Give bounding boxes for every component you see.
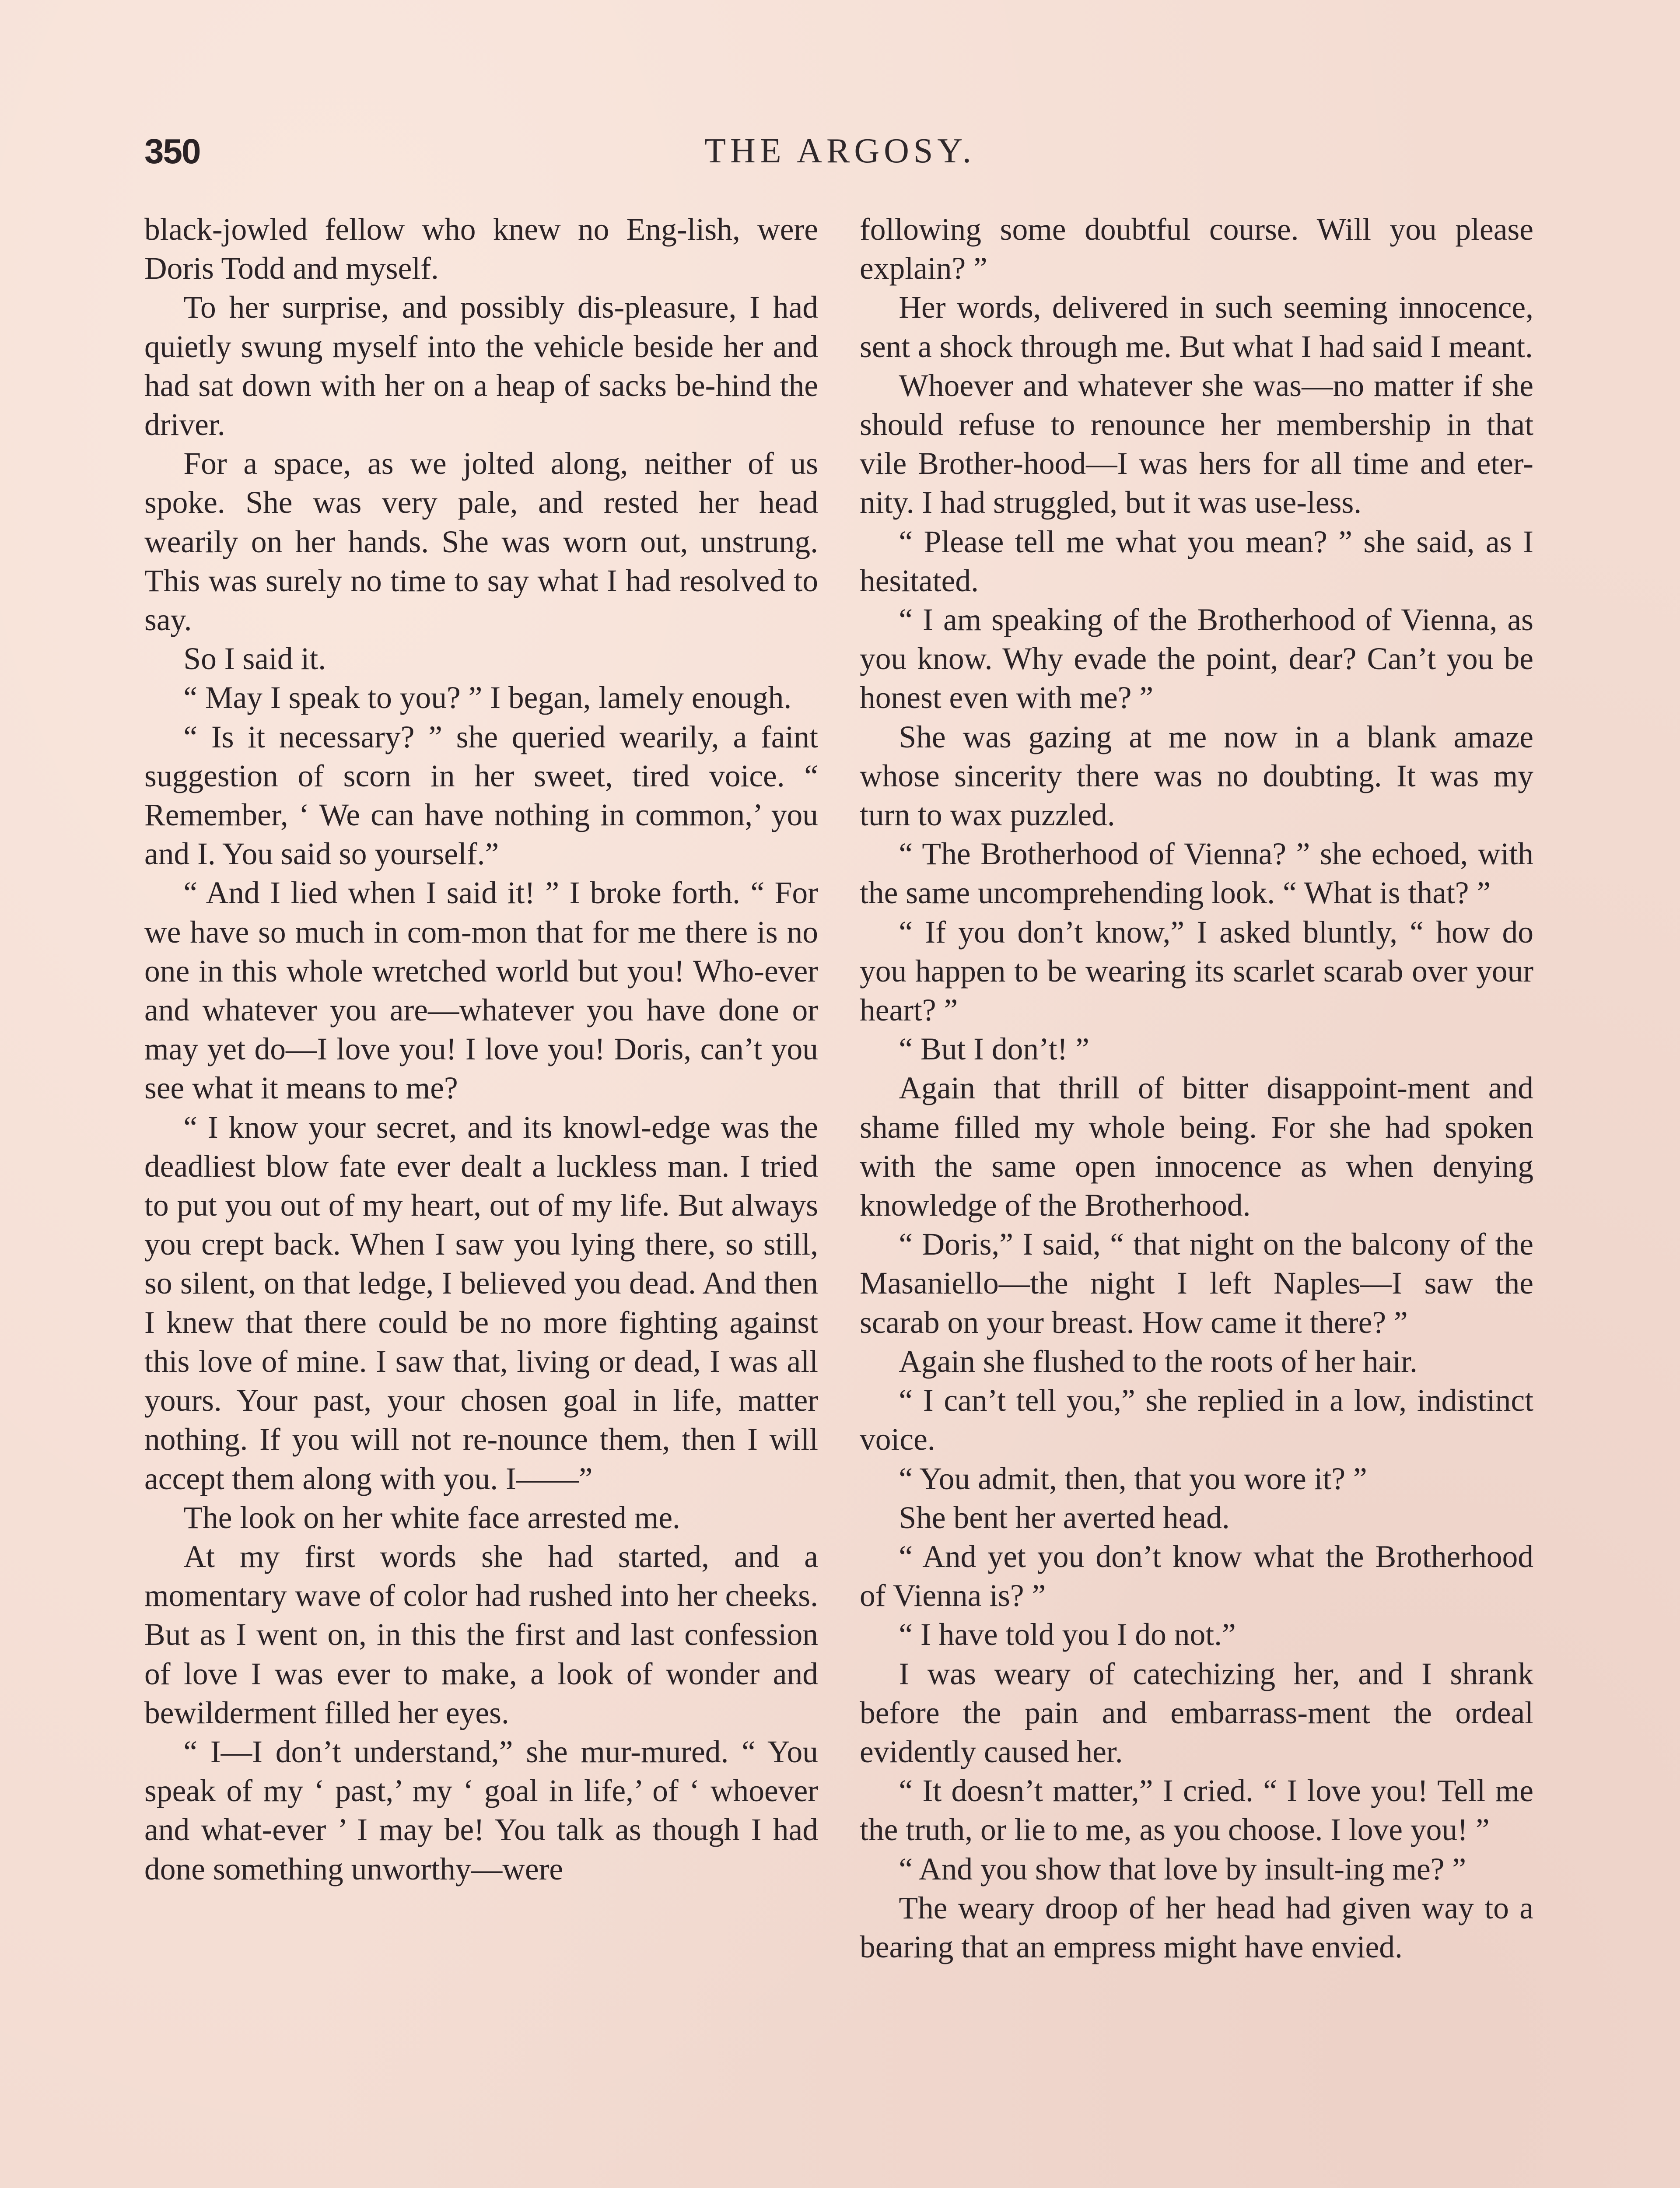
paragraph: “ I can’t tell you,” she replied in a low, indistinct voice.	[860, 1383, 1533, 1457]
paragraph: “ May I speak to you? ” I began, lamely enough.	[183, 680, 792, 715]
paragraph: “ You admit, then, that you wore it? ”	[899, 1461, 1367, 1496]
paragraph: Again she flushed to the roots of her hair.	[899, 1344, 1418, 1379]
paragraph: “ But I don’t! ”	[899, 1032, 1089, 1067]
paragraph: At my first words she had started, and a momentary wave of color had rushed into her cheeks. But as I went on, in this the first and last confession of love I was ever to make, a look of wonder and bewilderment filled her eyes.	[144, 1539, 818, 1730]
paragraph: “ Please tell me what you mean? ” she said, as I hesitated.	[860, 524, 1533, 598]
page-number: 350	[144, 132, 200, 171]
paragraph: “ I know your secret, and its knowl-edge was the deadliest blow fate ever dealt a luckless man. I tried to put you out of my heart, out of my life. But always you crept back. When I saw you lying there, so still, so silent, on that ledge, I believed you dead. And then I knew that there could be no more fighting against this love of mine. I saw that, living or dead, I was all yours. Your past, your chosen goal in life, matter nothing. If you will not re-nounce them, then I will accept them along with you. I——”	[144, 1110, 818, 1496]
paragraph: following some doubtful course. Will you please explain? ”	[860, 212, 1533, 286]
running-head-title: THE ARGOSY.	[704, 132, 976, 170]
right-text-column	[860, 210, 1533, 1967]
paragraph: Her words, delivered in such seeming innocence, sent a shock through me. But what I had said I meant.	[860, 290, 1533, 364]
left-text-column	[144, 210, 818, 1889]
paragraph: “ Doris,” I said, “ that night on the balcony of the Masaniello—the night I left Naples—I saw the scarab on your breast. How came it there? ”	[860, 1227, 1533, 1340]
paragraph: “ And yet you don’t know what the Brotherhood of Vienna is? ”	[860, 1539, 1533, 1613]
paragraph: To her surprise, and possibly dis-pleasure, I had quietly swung myself into the vehicle beside her and had sat down with her on a heap of sacks be-hind the driver.	[144, 290, 818, 442]
paragraph: “ I am speaking of the Brotherhood of Vienna, as you know. Why evade the point, dear? Can’t you be honest even with me? ”	[860, 603, 1533, 715]
paragraph: “ And you show that love by insult-ing me? ”	[899, 1851, 1466, 1886]
paragraph: “ I have told you I do not.”	[899, 1617, 1236, 1652]
paragraph: The look on her white face arrested me.	[183, 1500, 680, 1535]
paragraph: “ And I lied when I said it! ” I broke forth. “ For we have so much in com-mon that for me there is no one in this whole wretched world but you! Who-ever and whatever you are—whatever you have done or may yet do—I love you! I love you! Doris, can’t you see what it means to me?	[144, 876, 818, 1106]
paragraph: “ I—I don’t understand,” she mur-mured. “ You speak of my ‘ past,’ my ‘ goal in life,’ of ‘ whoever and what-ever ’ I may be! You talk as though I had done something unworthy—were	[144, 1734, 818, 1886]
paragraph: “ Is it necessary? ” she queried wearily, a faint suggestion of scorn in her sweet, tired voice. “ Remember, ‘ We can have nothing in common,’ you and I. You said so yourself.”	[144, 719, 818, 872]
paragraph: For a space, as we jolted along, neither of us spoke. She was very pale, and rested her head wearily on her hands. She was worn out, unstrung. This was surely no time to say what I had resolved to say.	[144, 446, 818, 638]
paragraph: “ It doesn’t matter,” I cried. “ I love you! Tell me the truth, or lie to me, as you choose. I love you! ”	[860, 1774, 1533, 1848]
paragraph: The weary droop of her head had given way to a bearing that an empress might have envied.	[860, 1890, 1533, 1964]
paragraph: Whoever and whatever she was—no matter if she should refuse to renounce her membership in that vile Brother-hood—I was hers for all time and eter-nity. I had struggled, but it was use-less.	[860, 368, 1533, 520]
paragraph: I was weary of catechizing her, and I shrank before the pain and embarrass-ment the ordeal evidently caused her.	[860, 1656, 1533, 1769]
paragraph: She bent her averted head.	[899, 1500, 1230, 1535]
paragraph: “ The Brotherhood of Vienna? ” she echoed, with the same uncomprehending look. “ What is that? ”	[860, 837, 1533, 911]
paragraph: So I said it.	[183, 642, 326, 677]
paragraph: She was gazing at me now in a blank amaze whose sincerity there was no doubting. It was my turn to wax puzzled.	[860, 719, 1533, 833]
paragraph: Again that thrill of bitter disappoint-ment and shame filled my whole being. For she had spoken with the same open innocence as when denying knowledge of the Brotherhood.	[860, 1071, 1533, 1223]
paragraph: “ If you don’t know,” I asked bluntly, “ how do you happen to be wearing its scarlet scarab over your heart? ”	[860, 915, 1533, 1028]
page-header	[144, 131, 1536, 179]
paragraph: black-jowled fellow who knew no Eng-lish, were Doris Todd and myself.	[144, 212, 818, 286]
